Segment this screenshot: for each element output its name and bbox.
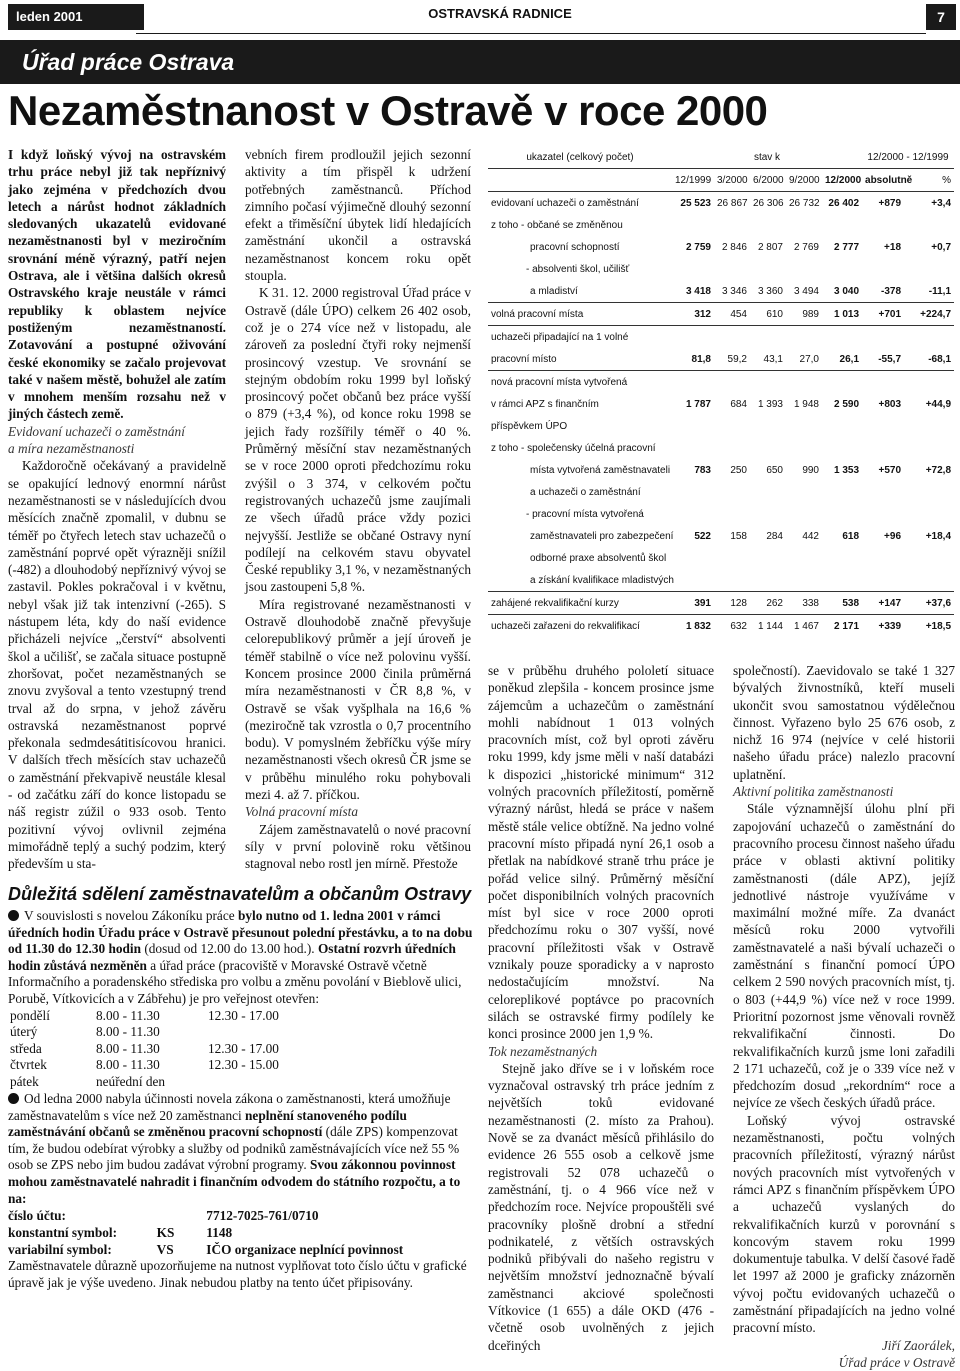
subheader-cell: 12/2000: [822, 169, 862, 192]
row-label: a uchazeči o zaměstnání: [530, 486, 641, 498]
value-cell: 2 171: [822, 615, 862, 638]
hours-day: úterý: [10, 1024, 38, 1040]
value-cell: [862, 503, 904, 525]
paragraph: Míra registrované nezaměstnanosti v Ostravě dlouhodobě značně převyšuje celorepublikový průměr a její úroveň je téměř stabilně o více než polovinu vyšší. Koncem prosince 2000 činila průměrná míra nezaměstnanosti v ČR 8,8 %, v Ostravě se však vyšplhala na 16,6 % (meziročně tak vzrostla o 0,7 procentního bodu). V pomyslném žebříčku výše míry nezaměstnanosti všech okresů ČR jsme se v průběhu minulého roku pohybovali mezi 4. až 7. příčkou.: [245, 596, 471, 802]
value-cell: 610: [750, 303, 786, 326]
table-row: [488, 258, 954, 280]
value-cell: +879: [862, 192, 904, 215]
value-cell: 538: [822, 592, 862, 615]
lead-paragraph: I když loňský vývoj na ostravském trhu práce nebyl již tak nepříznivý jako zejména v předchozích dvou letech a nárůst hodnot základních sledovaných ukazatelů evidované nezaměstnanosti byl v meziročním srovnání méně výrazný, patří nejen Ostrava, ale i většina dalších okresů Ostravského kraje neustále v rámci republiky k oblastem nejvíce postiženým nezaměstnaností. Zotavování a postupné oživování české ekonomiky se začalo projevovat také v našem městě, bohužel ale zatím v mnohem menším rozsahu než v jiných částech země.: [8, 147, 226, 422]
value-cell: [672, 258, 714, 280]
value-cell: 1 948: [793, 398, 819, 410]
value-cell: [714, 258, 750, 280]
row-label: místa vytvořená zaměstnavateli: [530, 464, 671, 476]
value-cell: 284: [766, 530, 783, 542]
article-column-4: [733, 662, 955, 1371]
row-label: odborné praxe absolventů škol: [530, 552, 667, 564]
value-cell: [862, 214, 904, 236]
value-cell: [714, 503, 750, 525]
table-row: [488, 393, 954, 415]
payment-label: konstantní symbol:: [8, 1225, 117, 1241]
value-cell: 1 353: [833, 464, 860, 476]
value-cell: [786, 569, 822, 592]
value-cell: [822, 481, 862, 503]
value-cell: [822, 569, 862, 592]
value-cell: [672, 415, 714, 437]
row-label: příspěvkem ÚPO: [491, 420, 568, 432]
value-cell: 3 040: [833, 285, 860, 297]
table-row: [488, 415, 954, 437]
value-cell: 1 787: [685, 398, 711, 410]
paragraph: Stejně jako dříve se i v loňském roce vyznačoval ostravský trh práce jedním z největších toků evidované nezaměstnanosti (2. místo za Prahou). Nově se za dvanáct měsíců přihlásilo do evidence 26 555 osob a celkově jsme registrovali 52 078 uchazečů o zaměstnání, tj. o 4 966 více než v předchozím roce. Nejvíce propouštěli své pracovníky plošně drobní a střední podnikatelé, z větších ostravských podniků přibývali do našeho registru v největším množství jednoznačně bývalí zaměstnanci akciové společnosti Vítkovice (1 655) a dále OKD (476 - včetně osob uvolněných z jejich dceřiných: [488, 1060, 714, 1353]
value-cell: [786, 371, 822, 394]
table-row: [488, 214, 954, 236]
paragraph: K 31. 12. 2000 registroval Úřad práce v Ostravě (dále ÚPO) celkem 26 402 osob, což je o 274 více než v listopadu, ale zároveň za poslední čtyři roky nejmenší prosincový vzestup. Ve srovnání se stejným obdobím roku 1999 byl loňský prosincový počet občanů bez práce vyšší o 879 (+3,4 %), od konce roku 1998 se jejich řady rozšířily téměř o 40 %. Průměrný měsíční stav nezaměstnaných se v roce 2000 oproti předchozímu roku zvýšil o 3 374, v celkovém počtu registrovaných uchazečů jsme zaujímali ze všech úřadů práce vždy pozici nejvyšší. Jestliže se občané Ostravy nyní podílejí na celkovém stavu obyvatel České republiky 3,1 %, v nezaměstnaných jsou zastoupeni 5,8 %.: [245, 285, 471, 595]
value-cell: [786, 415, 822, 437]
value-cell: 3 418: [685, 285, 711, 297]
payment-code: [157, 1207, 207, 1224]
hours-pm: 12.30 - 17.00: [208, 1007, 279, 1023]
row-label: pracovní místo: [491, 353, 557, 365]
value-cell: 391: [672, 592, 714, 615]
payment-value: 1148: [206, 1225, 233, 1241]
row-label: nová pracovní místa vytvořená: [488, 371, 672, 394]
row-label: uchazeči zařazeni do rekvalifikací: [488, 615, 672, 638]
subheader-cell: 6/2000: [750, 169, 786, 192]
value-cell: [862, 569, 904, 592]
header-difference: 12/2000 - 12/1999: [867, 151, 949, 163]
value-cell: [750, 569, 786, 592]
notice-paragraph-1: V souvislosti s novelou Zákoníku práce bylo nutno od 1. ledna 2001 v rámci úředních hodin Úřadu práce v Ostravě přesunout polední přestávku, a to na dobu od 11.30 do 12.30 hodin (dosud od 12.00 do 13.00 hod.). Ostatní rozvrh úředních hodin zůstává nezměněn a úřad práce (pracoviště v Moravské Ostravě včetně Informačního a poradenského střediska pro volbu a změnu povolání v Bieblově ulici, Porubě, Vítkovicích a v Zábřehu) je pro veřejnost otevřen:: [8, 908, 473, 1006]
hours-day: pátek: [10, 1073, 39, 1089]
value-cell: 2 769: [793, 241, 819, 253]
value-cell: [822, 214, 862, 236]
payment-value: IČO organizace neplnící povinnost: [206, 1242, 404, 1258]
value-cell: +18: [884, 241, 902, 253]
value-cell: 2 846: [721, 241, 747, 253]
issue-date: leden 2001: [8, 4, 144, 30]
value-cell: -378: [881, 285, 902, 297]
value-cell: [750, 503, 786, 525]
value-cell: 522: [694, 530, 711, 542]
value-cell: 25 523: [672, 192, 714, 215]
subheader-cell: 9/2000: [786, 169, 822, 192]
value-cell: [714, 569, 750, 592]
table-row: [488, 615, 954, 638]
value-cell: +339: [862, 615, 904, 638]
value-cell: 1 393: [757, 398, 783, 410]
value-cell: 3 494: [793, 285, 819, 297]
paragraph: Zájem zaměstnavatelů o nové pracovní síly v první polovině roku většinou stagnoval nebo rostl jen mírně. Přestože: [245, 821, 471, 872]
value-cell: [786, 481, 822, 503]
value-cell: [822, 437, 862, 459]
hours-am: 8.00 - 11.30: [96, 1057, 160, 1073]
value-cell: [786, 258, 822, 280]
value-cell: [786, 214, 822, 236]
hours-am: neúřední den: [96, 1073, 166, 1089]
row-label: - absolventi škol, učilišť: [526, 263, 630, 275]
subheader-cell: %: [904, 169, 954, 192]
row-label: - pracovní místa vytvořená: [526, 508, 644, 520]
value-cell: [822, 326, 862, 349]
value-cell: +72,8: [925, 464, 952, 476]
value-cell: 1 144: [750, 615, 786, 638]
hours-am: 8.00 - 11.30: [96, 1040, 160, 1056]
value-cell: 312: [672, 303, 714, 326]
subheading-vacancies: Volná pracovní místa: [245, 804, 359, 820]
value-cell: [750, 214, 786, 236]
value-cell: 81,8: [691, 353, 711, 365]
value-cell: [862, 258, 904, 280]
subheading-flow: Tok nezaměstnaných: [488, 1043, 598, 1059]
value-cell: [750, 326, 786, 349]
value-cell: -55,7: [878, 353, 902, 365]
hours-pm: 12.30 - 15.00: [208, 1057, 279, 1073]
table-subheader-row: [488, 169, 954, 192]
value-cell: 26,1: [839, 353, 860, 365]
value-cell: [822, 503, 862, 525]
value-cell: 989: [786, 303, 822, 326]
table-row: [488, 592, 954, 615]
section-banner: Úřad práce Ostrava: [0, 40, 960, 84]
notice-title: Důležitá sdělení zaměstnavatelům a občanům Ostravy: [8, 884, 472, 904]
payment-code: KS: [156, 1225, 175, 1241]
value-cell: [904, 214, 954, 236]
value-cell: [714, 481, 750, 503]
value-cell: 26 867: [714, 192, 750, 215]
value-cell: 990: [802, 464, 819, 476]
value-cell: [904, 415, 954, 437]
value-cell: 650: [766, 464, 783, 476]
hours-am: 8.00 - 11.30: [96, 1007, 160, 1023]
paragraph: Loňský vývoj ostravské nezaměstnanosti, počtu volných pracovních příležitostí, výrazný nárůst nových pracovních míst vytvořených v rámci APZ s finančním příspěvkem ÚPO a uchazečů vyslaných do rekvalifikačních kurzů v porovnání s koncovým stavem roku 1999 dokumentuje tabulka. V delší časové řadě let 1997 až 2000 je graficky znázorněn vývoj počtu evidovaných uchazečů o zaměstnání připadajících na jedno volné pracovní místo.: [733, 1112, 955, 1336]
office-hours-row: [10, 1041, 324, 1058]
value-cell: 783: [694, 464, 711, 476]
office-hours-row: [10, 1074, 324, 1091]
value-cell: [714, 547, 750, 569]
payment-value: 7712-7025-761/0710: [206, 1208, 319, 1224]
table-row: [488, 280, 954, 303]
value-cell: [904, 437, 954, 459]
paragraph: společností). Zaevidovalo se také 1 327 bývalých živnostníků, kteří museli ukončit svou samostatnou výdělečnou činnost. Vyřazeno bylo 25 676 osob, z nichž 16 974 (nejvíce v celé historii našeho úřadu práce) nalezlo pracovní uplatnění.: [733, 663, 955, 782]
value-cell: 684: [730, 398, 747, 410]
value-cell: 2 759: [685, 241, 711, 253]
value-cell: +37,6: [904, 592, 954, 615]
article-column-2: [245, 146, 471, 872]
table-row: [488, 459, 954, 481]
value-cell: +0,7: [931, 241, 952, 253]
value-cell: [862, 371, 904, 394]
value-cell: 26 402: [822, 192, 862, 215]
value-cell: [714, 326, 750, 349]
value-cell: 618: [842, 530, 860, 542]
office-hours-row: [10, 1008, 324, 1025]
value-cell: [786, 437, 822, 459]
value-cell: [786, 503, 822, 525]
table-row: [488, 547, 954, 569]
table-row: [488, 481, 954, 503]
value-cell: [714, 437, 750, 459]
value-cell: [786, 547, 822, 569]
value-cell: +96: [884, 530, 902, 542]
value-cell: 442: [802, 530, 819, 542]
paragraph: Každoročně očekávaný a pravidelně se opakující lednový enormní nárůst nezaměstnanosti se v následujících dvou měsících značně zpomalil, v dubnu se téměř po čtyřech letech stav uchazečů o zaměstnání poprvé opět výrazněji snížil (-482) a dlouhodobý nepříznivý vývoj se zastavil. Pokles pokračoval i v květnu, nebyl však již tak intenzivní (-265). S nástupem léta, kdy do naší evidence přicházeli nejvíce „čerství“ absolventi škol a učilišť, se začala situace postupně zhoršovat, počet nezaměstnaných se znovu zvyšoval a tento vzestupný trend trval až do srpna, v jehož závěru ostravská nezaměstnanost poprvé překonala sedmdesátitisícovou hranici. V dalších třech měsících stav uchazečů o zaměstnání překvapivě neustále klesal - od začátku září do konce listopadu se náš registr zúžil o 933 osob. Tento pozitivní vývoj ovlivnil zejména mimořádně teplý a suchý podzim, který především u sta-: [8, 458, 226, 872]
table-row: [488, 525, 954, 547]
value-cell: [672, 481, 714, 503]
payment-details-table: [8, 1207, 473, 1258]
payment-label: variabilní symbol:: [8, 1242, 112, 1258]
value-cell: 43,1: [763, 353, 783, 365]
row-label: a mladiství: [530, 285, 578, 297]
hours-day: pondělí: [10, 1007, 50, 1023]
hours-pm: 12.30 - 17.00: [208, 1040, 279, 1056]
value-cell: [822, 258, 862, 280]
value-cell: +3,4: [904, 192, 954, 215]
value-cell: 158: [730, 530, 747, 542]
row-label: a získání kvalifikace mladistvých: [530, 574, 674, 586]
notice-box: [8, 908, 473, 1291]
value-cell: [750, 437, 786, 459]
header-state: stav k: [753, 151, 781, 163]
article-column-1: [8, 146, 226, 872]
value-cell: 1 832: [672, 615, 714, 638]
value-cell: 26 732: [786, 192, 822, 215]
value-cell: +18,4: [925, 530, 952, 542]
payment-label: číslo účtu:: [8, 1208, 66, 1224]
payment-row: [8, 1224, 473, 1241]
value-cell: [672, 326, 714, 349]
value-cell: 1 467: [786, 615, 822, 638]
value-cell: +570: [878, 464, 902, 476]
value-cell: [862, 547, 904, 569]
value-cell: -11,1: [928, 285, 952, 297]
header-rule: [136, 33, 926, 34]
value-cell: [672, 214, 714, 236]
row-label: zahájené rekvalifikační kurzy: [488, 592, 672, 615]
value-cell: [904, 503, 954, 525]
publication-name: OSTRAVSKÁ RADNICE: [428, 6, 572, 21]
value-cell: [750, 415, 786, 437]
value-cell: 2 777: [833, 241, 860, 253]
value-cell: +44,9: [925, 398, 952, 410]
article-headline: Nezaměstnanost v Ostravě v roce 2000: [8, 87, 768, 134]
office-hours-row: [10, 1024, 324, 1041]
value-cell: [672, 503, 714, 525]
paragraph: Stále významnější úlohu plní při zapojování uchazečů o zaměstnání do pracovního procesu činnost našeho úřadu práce v oblasti aktivní politiky zaměstnanosti (dále APZ), jejíž jednotlivé nástroje využíváme v maximální možné míře. Za dvanáct měsíců roku 2000 vytvořili zaměstnavatelé a naši bývalí uchazeči o zaměstnání s finanční pomocí ÚPO celkem 2 590 nových pracovních míst, tj. o 803 (+44,9 %) více než v roce 1999. Prioritní pozornost jsme věnovali rovněž rekvalifikační činnosti. Do rekvalifikačních kurzů jsme loni zařadili 2 171 uchazečů, což je o 339 více než v předchozím dosud „rekordním“ roce a nejvíce ze všech českých úřadů práce.: [733, 801, 955, 1111]
article-column-3: [488, 662, 714, 1354]
table-row: [488, 192, 954, 215]
page-number: 7: [926, 4, 956, 30]
value-cell: +803: [878, 398, 902, 410]
office-hours-row: [10, 1057, 324, 1074]
hours-day: čtvrtek: [10, 1057, 47, 1073]
value-cell: 3 346: [721, 285, 747, 297]
table-row: [488, 348, 954, 371]
notice-paragraph-2: Od ledna 2000 nabyla účinnosti novela zákona o zaměstnanosti, která umožňuje zaměstnavatelům s více než 20 zaměstnanci neplnění stanoveného podílu zaměstnávání občanů se změněnou pracovní schopností (dále ZPS) kompenzovat tím, že budou odebírat výrobky a služby od podniků zaměstnávajících více než 55 % osob se ZPS nebo jim budou zadávat výrobní programy. Svou zákonnou povinnost mohou zaměstnavatelé nahradit i finančním odvodem do státního rozpočtu, a to na:: [8, 1091, 461, 1206]
row-label: evidovaní uchazeči o zaměstnání: [488, 192, 672, 215]
payment-row: [8, 1207, 473, 1224]
row-label: v rámci APZ s finančním: [491, 398, 599, 410]
value-cell: [904, 481, 954, 503]
value-cell: [862, 481, 904, 503]
row-label: z toho - společensky účelná pracovní: [491, 442, 656, 454]
value-cell: 27,0: [799, 353, 819, 365]
value-cell: +224,7: [904, 303, 954, 326]
value-cell: 2 590: [833, 398, 860, 410]
value-cell: 632: [714, 615, 750, 638]
hours-day: středa: [10, 1040, 42, 1056]
subheading-active-policy: Aktivní politika zaměstnanosti: [733, 784, 894, 800]
value-cell: [672, 547, 714, 569]
value-cell: 3 360: [757, 285, 783, 297]
row-label: uchazeči připadající na 1 volné: [488, 326, 672, 349]
value-cell: [714, 214, 750, 236]
row-label: zaměstnavateli pro zabezpečení: [530, 530, 674, 542]
value-cell: [822, 371, 862, 394]
payment-row: [8, 1241, 473, 1258]
value-cell: [750, 371, 786, 394]
bullet-icon: [8, 910, 19, 921]
value-cell: +147: [862, 592, 904, 615]
value-cell: 454: [714, 303, 750, 326]
hours-am: 8.00 - 11.30: [96, 1024, 160, 1040]
value-cell: -68,1: [928, 353, 952, 365]
paragraph: vebních firem prodloužil jejich sezonní aktivity a tím přispěl k udržení potřebných zaměstnanců. Příchod zimního počasí výjimečně dlouhý sezonní efekt a třiměsíční úbytek lidí hledajících zaměstnání ukončil a ostravská nezaměstnanost koncem roku opět stoupla.: [245, 147, 471, 284]
value-cell: +18,5: [904, 615, 954, 638]
value-cell: [904, 569, 954, 592]
value-cell: [822, 547, 862, 569]
value-cell: [862, 326, 904, 349]
value-cell: [750, 481, 786, 503]
value-cell: 250: [730, 464, 747, 476]
value-cell: [904, 371, 954, 394]
value-cell: [822, 415, 862, 437]
table-row: [488, 236, 954, 258]
value-cell: [672, 371, 714, 394]
row-label: pracovní schopností: [530, 241, 620, 253]
subheading-rate: a míra nezaměstnanosti: [8, 441, 135, 457]
value-cell: [904, 326, 954, 349]
value-cell: [786, 326, 822, 349]
table-row: [488, 303, 954, 326]
value-cell: [904, 258, 954, 280]
value-cell: [862, 437, 904, 459]
value-cell: [714, 371, 750, 394]
hours-pm: [208, 1024, 324, 1041]
header-indicator: ukazatel (celkový počet): [526, 151, 634, 163]
value-cell: [672, 569, 714, 592]
value-cell: [672, 437, 714, 459]
table-row: [488, 569, 954, 592]
subheading-unemployed: Evidovaní uchazeči o zaměstnání: [8, 423, 185, 439]
table-row: [488, 437, 954, 459]
author-name: Jiří Zaorálek,: [881, 1337, 955, 1353]
value-cell: [714, 415, 750, 437]
value-cell: 2 807: [757, 241, 783, 253]
value-cell: [904, 547, 954, 569]
value-cell: 128: [714, 592, 750, 615]
table-row: [488, 503, 954, 525]
subheader-cell: absolutně: [862, 169, 904, 192]
subheader-cell: 12/1999: [672, 169, 714, 192]
subheader-cell: 3/2000: [714, 169, 750, 192]
value-cell: 1 013: [822, 303, 862, 326]
value-cell: [750, 547, 786, 569]
paragraph: se v průběhu druhého pololetí situace poněkud zlepšila - koncem prosince jsme zájemcům a uchazečům o zaměstnání mohli nabídnout 1 013 volných pracovních míst, což byl oproti závěru roku 1999, kdy jsme měli v naší databázi k dispozici „historické minimum“ 312 volných pracovních příležitostí, poměrně výrazný nárůst, hledá se práce v našem městě stále velice obtížně. Na jedno volné pracovní místo připadá nyní 26,1 osob a přetlak na nabídkové straně trhu práce je pořád velice silný. Průměrný měsíční počet disponibilních volných pracovních míst byl sice v roce 2000 oproti předchozímu roku o 307 vyšší, nové pracovní příležitosti však v Ostravě vznikaly pouze sporadicky a v naprosto nedostačujícím množství. Na celoreplikové poptávce po pracovních silách se ostravské firmy podílely ke konci prosince 2000 jen 1,9 %.: [488, 663, 714, 1042]
office-hours-table: [10, 1008, 324, 1091]
bullet-icon: [8, 1093, 19, 1104]
table-row: [488, 326, 954, 349]
payment-code: VS: [156, 1242, 174, 1258]
notice-paragraph-3: Zaměstnavatele důrazně upozorňujeme na nutnost vyplňovat toto číslo účtu v grafické úpravě jak je výše uvedeno. Jinak nebudou platby na tento účet připisovány.: [8, 1258, 467, 1290]
hours-pm: [208, 1074, 324, 1091]
statistics-table: [488, 146, 954, 637]
value-cell: 338: [786, 592, 822, 615]
table-header-row: [488, 146, 954, 169]
value-cell: 26 306: [750, 192, 786, 215]
table-row: [488, 371, 954, 394]
value-cell: [862, 415, 904, 437]
value-cell: 59,2: [727, 353, 747, 365]
value-cell: 262: [750, 592, 786, 615]
value-cell: +701: [862, 303, 904, 326]
author-organization: Úřad práce v Ostravě: [838, 1354, 955, 1370]
value-cell: [750, 258, 786, 280]
row-label: z toho - občané se změněnou: [491, 219, 623, 231]
row-label: volná pracovní místa: [488, 303, 672, 326]
